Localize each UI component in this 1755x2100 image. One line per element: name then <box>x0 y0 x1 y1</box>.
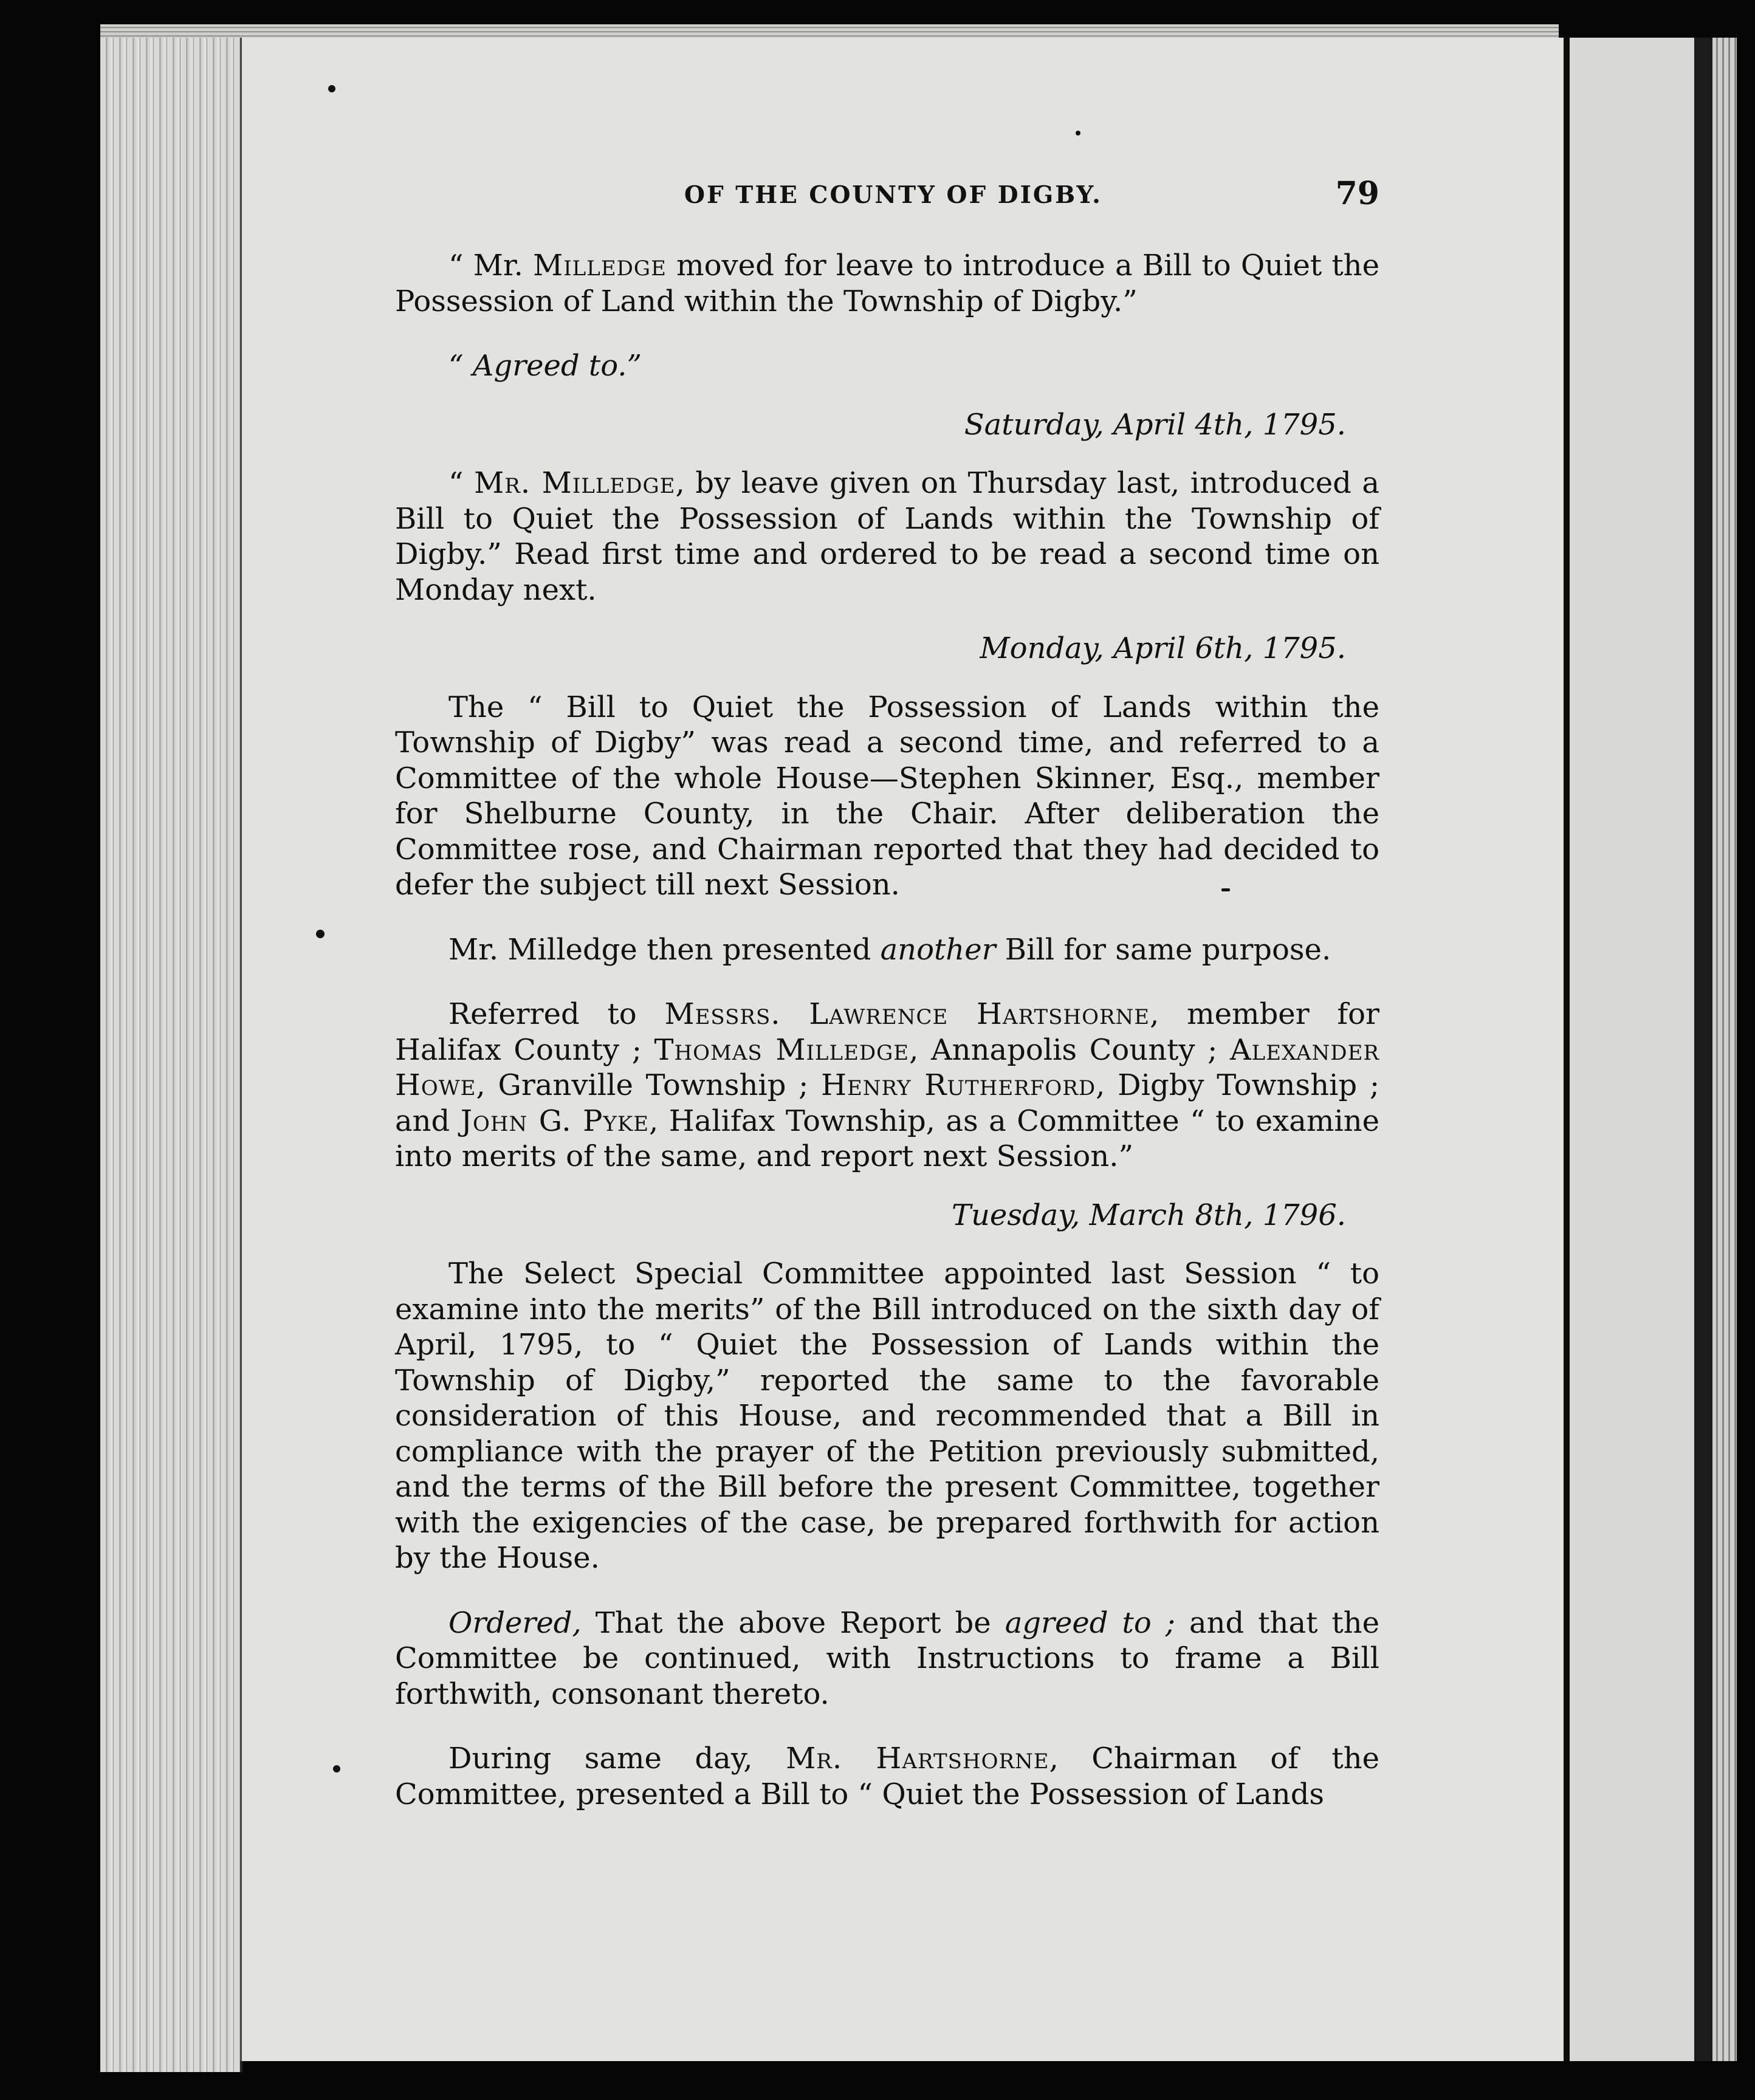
paragraph-8-text: That the above Report be <box>581 1605 1005 1640</box>
page-edge-right <box>1712 38 1737 2061</box>
date-heading-1: Saturday, April 4th, 1795. <box>964 407 1346 442</box>
spacer <box>395 1712 1379 1741</box>
running-title: OF THE COUNTY OF DIGBY. <box>684 181 1102 209</box>
spacer <box>395 1233 1379 1256</box>
spacer <box>395 384 1379 407</box>
page-edge-top <box>100 24 1559 38</box>
running-head <box>395 175 1379 220</box>
emphasis: Ordered, <box>448 1605 582 1640</box>
page-gutter <box>1564 38 1570 2061</box>
scan-speck <box>328 85 335 92</box>
spacer <box>395 1576 1379 1605</box>
spacer <box>395 442 1379 465</box>
paragraph-6-text: , Granville Township ; <box>476 1068 822 1102</box>
paragraph-6-text: , member for Halifax County ; <box>395 997 1380 1067</box>
paragraph-9 <box>395 1741 1379 1812</box>
paragraph-9-text: During same day, <box>448 1741 786 1776</box>
next-page-edge <box>1570 38 1694 2061</box>
spacer <box>395 1175 1379 1198</box>
spacer <box>395 319 1379 348</box>
member-name: Milledge <box>533 249 667 283</box>
paragraph-7: The Select Special Committee appointed last Session “ to examine into the merits” of the Bill introduced on the sixth day of April, 1795, to “ Quiet the Possession of Lands within the Township of Digby,” reported the same to the favorable consideration of this House, and recommended that a Bill in compliance with the prayer of the Petition previously submitted, and the terms of the Bill before the present Committee, together with the exigencies of the case, be prepared forthwith for action by the House. <box>395 1257 1379 1575</box>
spacer <box>395 667 1379 690</box>
paragraph-6-text: , Annapolis County ; <box>909 1032 1230 1067</box>
scan-speck <box>333 1765 340 1772</box>
paragraph-1-text: moved for leave to introduce a Bill to Quiet the Possession of Land within the Township of Digby.” <box>395 249 1379 318</box>
quote-open: “ Mr. <box>448 249 534 283</box>
scan-speck <box>1076 131 1080 136</box>
paragraph-8 <box>395 1605 1379 1712</box>
paragraph-5-text: Mr. Milledge then presented <box>448 932 881 967</box>
paragraph-6 <box>395 997 1379 1175</box>
paragraph-6-text: , Digby Township ; and <box>395 1068 1380 1138</box>
member-name: Mr. Milledge <box>474 466 676 500</box>
spacer <box>395 967 1379 997</box>
spacer <box>395 608 1379 631</box>
emphasis: agreed to ; <box>1005 1605 1175 1640</box>
paragraph-6-text: , Halifax Township, as a Committee “ to examine into merits of the same, and report next Session.” <box>395 1103 1380 1173</box>
paragraph-6-text: Referred to <box>448 997 665 1031</box>
paragraph-5 <box>395 932 1379 968</box>
quote-open: “ <box>448 466 475 500</box>
date-heading-2: Monday, April 6th, 1795. <box>980 631 1346 665</box>
member-name: Henry Rutherford <box>821 1068 1096 1102</box>
paragraph-1 <box>395 248 1379 319</box>
body-text <box>395 248 1379 1812</box>
paragraph-4: The “ Bill to Quiet the Possession of Lands within the Township of Digby” was read a second time, and referred to a Committee of the whole House—Stephen Skinner, Esq., member for Shelburne County, in the Chair. After deliberation the Committee rose, and Chairman reported that they had decided to defer the subject till next Session. <box>395 690 1379 902</box>
member-name: Messrs. Lawrence Hartshorne <box>664 997 1150 1031</box>
paragraph-3 <box>395 465 1379 608</box>
paragraph-8-text: and that the Committee be continued, with Instructions to frame a Bill forthwith, consonant thereto. <box>395 1605 1380 1711</box>
paragraph-9-text: , Chairman of the Committee, presented a Bill to “ Quiet the Possession of Lands <box>395 1741 1380 1811</box>
scan-speck <box>1221 888 1230 891</box>
paragraph-5-text: Bill for same purpose. <box>995 932 1331 967</box>
next-page-shadow <box>1694 38 1712 2061</box>
date-heading-3: Tuesday, March 8th, 1796. <box>951 1198 1346 1232</box>
page-number: 79 <box>1335 175 1379 212</box>
scan-speck <box>316 930 325 938</box>
spacer <box>395 903 1379 932</box>
member-name: Mr. Hartshorne <box>786 1741 1049 1776</box>
member-name: Thomas Milledge <box>654 1032 910 1067</box>
paragraph-3-text: , by leave given on Thursday last, introduced a Bill to Quiet the Possession of Lands within the Township of Digby.” Read first time and ordered to be read a second time on Monday next. <box>395 466 1380 607</box>
member-name: John G. Pyke <box>460 1103 650 1138</box>
page-edge-left <box>100 24 242 2072</box>
member-name: Alexander Howe <box>395 1032 1379 1102</box>
emphasis: another <box>880 932 996 967</box>
paragraph-agreed: “ Agreed to.” <box>448 349 642 383</box>
